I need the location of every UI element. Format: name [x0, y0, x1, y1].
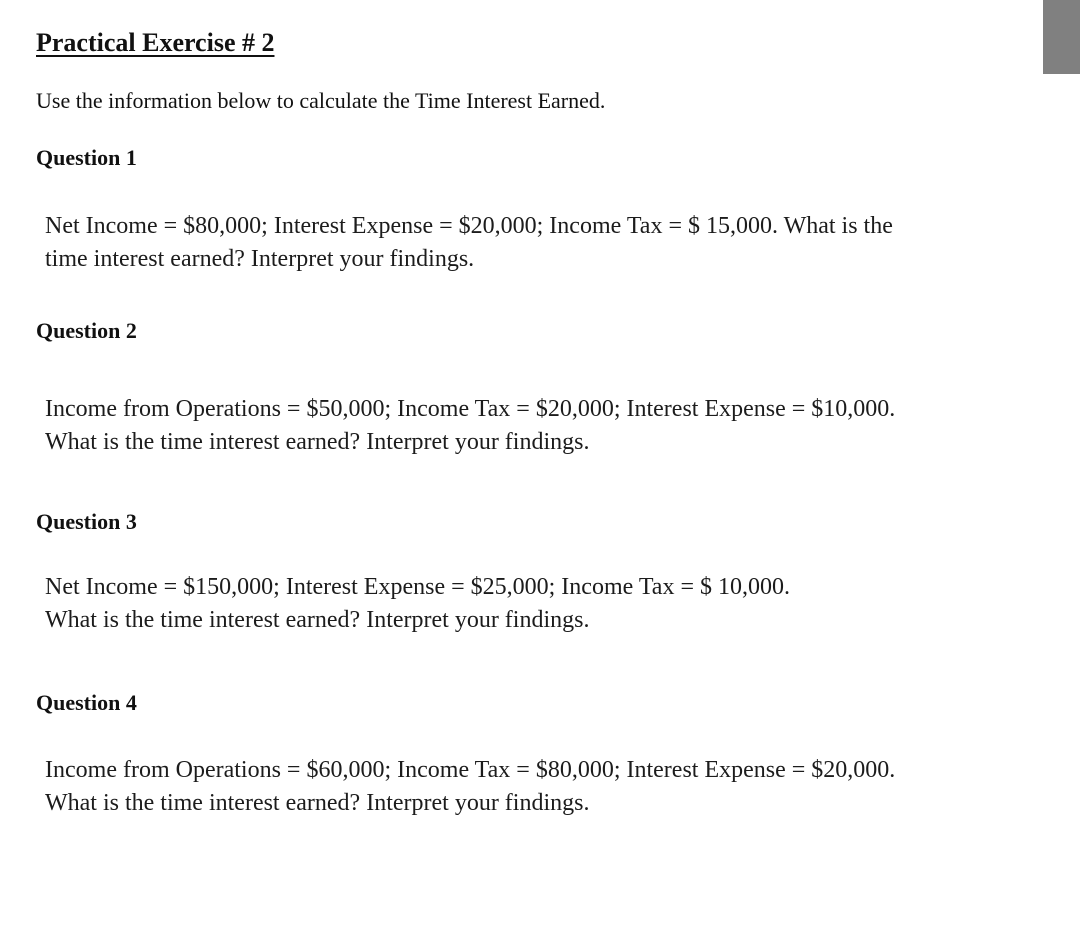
- instructions-text: Use the information below to calculate the Time Interest Earned.: [36, 88, 606, 113]
- question-4-text: [45, 754, 1035, 820]
- question-2-line-1: Income from Operations = $50,000; Income Tax = $20,000; Interest Expense = $10,000.: [45, 396, 896, 422]
- question-2-text: [45, 393, 1035, 459]
- question-1-line-2: time interest earned? Interpret your findings.: [45, 246, 475, 272]
- question-2-heading: Question 2: [36, 318, 137, 343]
- question-1-heading: Question 1: [36, 145, 137, 170]
- question-3-line-1: Net Income = $150,000; Interest Expense = $25,000; Income Tax = $ 10,000.: [45, 574, 790, 600]
- question-3-heading: Question 3: [36, 509, 137, 534]
- question-3-text: [45, 571, 1035, 637]
- page-title: Practical Exercise # 2: [36, 28, 275, 57]
- question-2-line-2: What is the time interest earned? Interpret your findings.: [45, 429, 590, 455]
- question-4-line-1: Income from Operations = $60,000; Income Tax = $80,000; Interest Expense = $20,000.: [45, 757, 896, 783]
- question-4-heading: Question 4: [36, 690, 137, 715]
- question-4-line-2: What is the time interest earned? Interpret your findings.: [45, 790, 590, 816]
- scrollbar-thumb[interactable]: [1043, 0, 1080, 74]
- question-3-line-2: What is the time interest earned? Interpret your findings.: [45, 607, 590, 633]
- question-1-line-1: Net Income = $80,000; Interest Expense = $20,000; Income Tax = $ 15,000. What is the: [45, 213, 893, 239]
- question-1-text: [45, 210, 1035, 276]
